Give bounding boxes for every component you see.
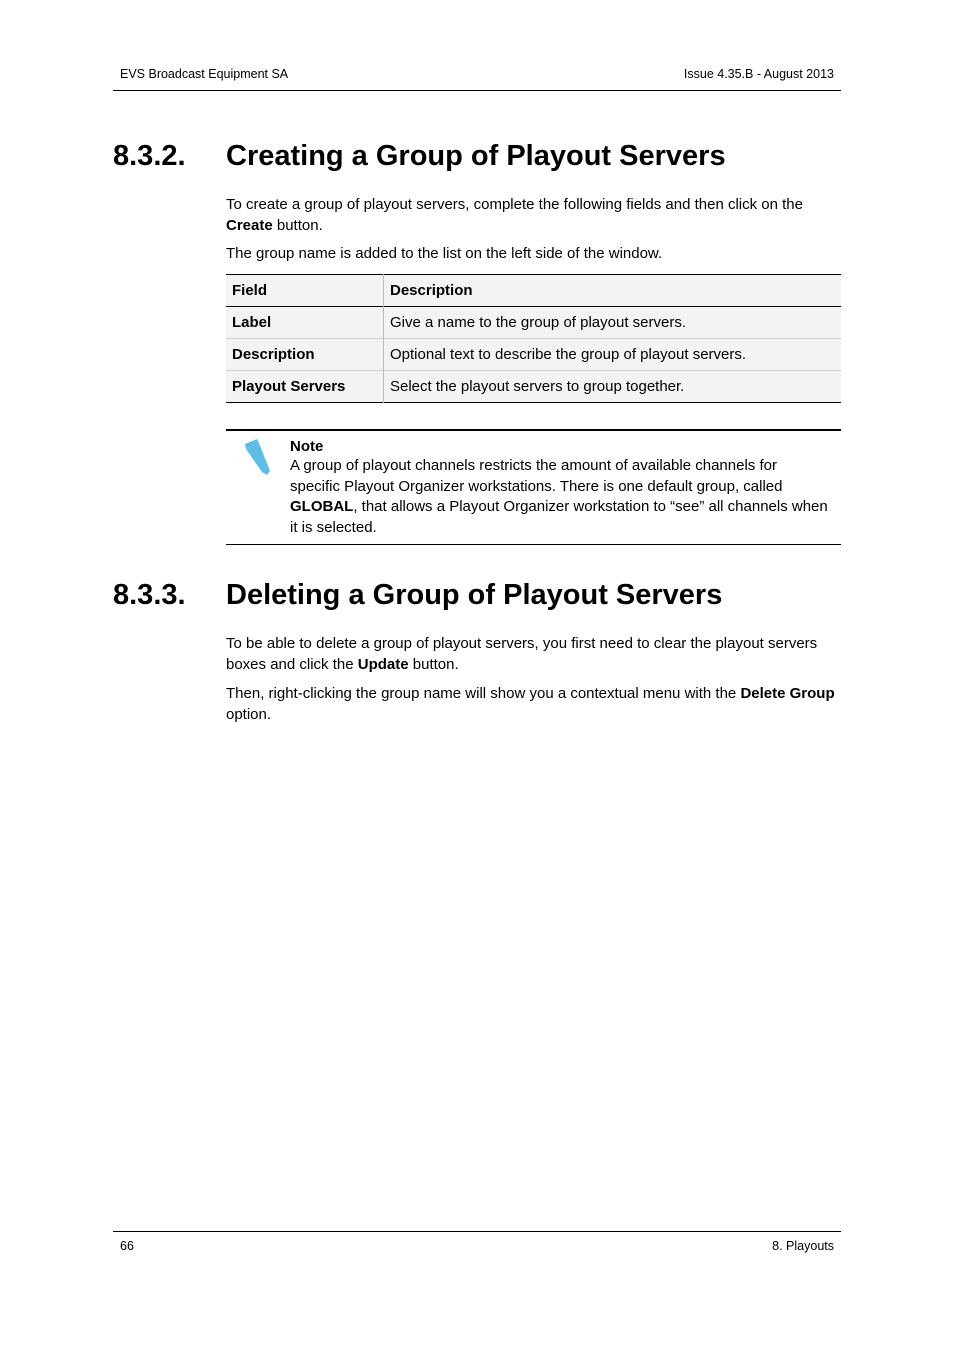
note-text: A group of playout channels restricts the amount of available channels for specific Playout Organizer workstations. There is one default group, called GLOBAL, that allows a Playout Organizer workstation to “see” all channels when it is selected. xyxy=(290,457,828,536)
section-number: 8.3.2. xyxy=(113,140,186,172)
note-title: Note xyxy=(290,438,324,455)
page-footer xyxy=(113,1231,841,1253)
description-cell: Optional text to describe the group of playout servers. xyxy=(390,346,747,363)
page-header xyxy=(113,64,841,91)
paragraph: Then, right-clicking the group name will show you a contextual menu with the Delete Group option. xyxy=(226,685,835,723)
delete-group-option-reference: Delete Group xyxy=(740,685,835,702)
paragraph: To create a group of playout servers, complete the following fields and then click on the Create button. xyxy=(226,196,803,234)
paragraph: To be able to delete a group of playout servers, you first need to clear the playout servers boxes and click the Update button. xyxy=(226,635,818,673)
column-header-description: Description xyxy=(390,282,473,299)
create-button-reference: Create xyxy=(226,217,273,234)
pencil-icon xyxy=(243,437,273,477)
table-header-row xyxy=(226,275,841,307)
header-company: EVS Broadcast Equipment SA xyxy=(120,67,289,81)
field-cell: Label xyxy=(226,307,384,339)
header-issue: Issue 4.35.B - August 2013 xyxy=(683,67,834,81)
section-title: Deleting a Group of Playout Servers xyxy=(226,579,723,611)
fields-table xyxy=(226,274,841,403)
section-title: Creating a Group of Playout Servers xyxy=(226,140,726,172)
update-button-reference: Update xyxy=(357,656,409,673)
table-row xyxy=(226,307,841,339)
paragraph: The group name is added to the list on the left side of the window. xyxy=(226,245,663,262)
description-cell: Give a name to the group of playout servers. xyxy=(390,314,686,331)
section-number: 8.3.3. xyxy=(113,579,186,611)
page-number: 66 xyxy=(120,1239,134,1253)
column-header-field: Field xyxy=(226,275,384,307)
table-row xyxy=(226,371,841,403)
field-cell: Playout Servers xyxy=(226,371,384,403)
chapter-name: 8. Playouts xyxy=(772,1239,834,1253)
table-row xyxy=(226,339,841,371)
note-box xyxy=(226,429,841,545)
field-cell: Description xyxy=(226,339,384,371)
description-cell: Select the playout servers to group together. xyxy=(390,378,685,395)
